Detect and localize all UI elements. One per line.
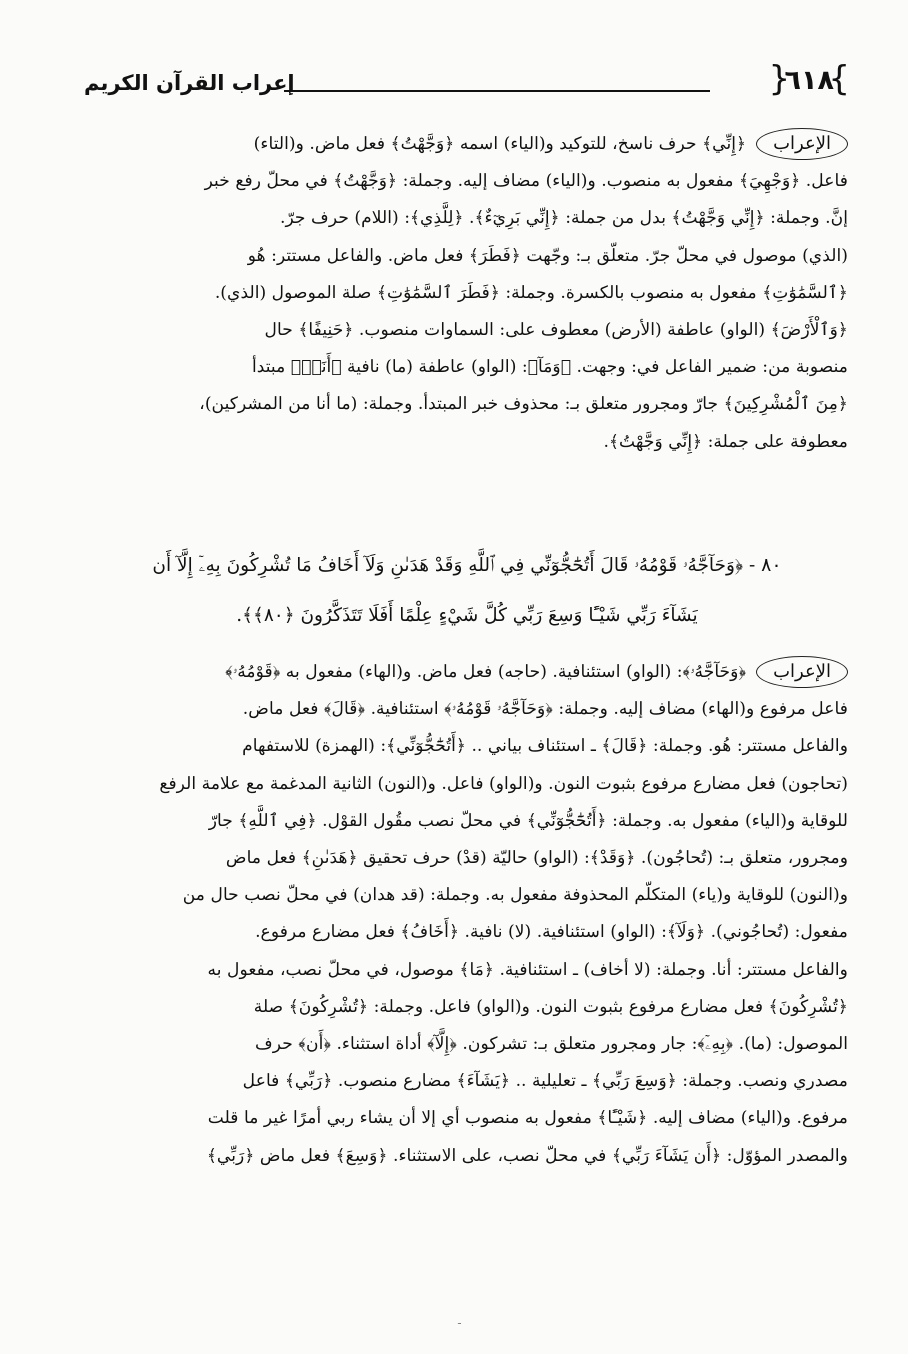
text-line: معطوفة على جملة: ﴿إِنِّي وَجَّهْتُ﴾. bbox=[603, 431, 848, 452]
verse-text: ﴿وَحَآجَّهُۥ قَوْمُهُۥ قَالَ أَتُحَٰٓجُّوٓنِّي فِي ٱللَّهِ وَقَدْ هَدَىٰنِ وَلَآ أَخَافُ مَا تُشْرِكُونَ بِهِۦٓ إِلَّآ أَن bbox=[152, 555, 744, 576]
text-line: منصوبة من: ضمير الفاعل في: وجهت. ﴿وَمَآ﴾: (الواو) عاطفة (ما) نافية ﴿أَنَا۠﴾ مبتدأ bbox=[251, 357, 848, 378]
text-line: ﴿وَحَآجَّهُۥ﴾: (الواو) استئنافية. (حاجه) فعل ماض. و(الهاء) مفعول به ﴿قَوْمُهُۥ﴾ bbox=[225, 662, 747, 682]
text-line: (تحاجون) فعل مضارع مرفوع بثبوت النون. و(الواو) فاعل. و(النون) الثانية المدغمة مع علامة الرفع bbox=[159, 773, 848, 794]
text-line: للوقاية و(الياء) مفعول به. وجملة: ﴿أَتُحَٰٓجُّوٓنِّي﴾ في محلّ نصب مقُول القوْل. ﴿فِي ٱللَّهِ﴾ جارّ bbox=[208, 810, 848, 831]
quran-verse bbox=[86, 540, 848, 641]
verse-line: يَشَآءَ رَبِّي شَيْـًٔا وَسِعَ رَبِّي كُلَّ شَيْءٍ عِلْمًا أَفَلَا تَتَذَكَّرُونَ ﴿٨٠﴾﴾. bbox=[236, 605, 698, 626]
text-line: ﴿وَٱلْأَرْضَ﴾ (الواو) عاطفة (الأرض) معطوف على: السماوات منصوب. ﴿حَنِيفًا﴾ حال bbox=[264, 320, 848, 341]
text-line: مصدري ونصب. وجملة: ﴿وَسِعَ رَبِّي﴾ ـ تعليلية .. ﴿يَشَآءَ﴾ مضارع منصوب. ﴿رَبِّي﴾ فاعل bbox=[242, 1071, 848, 1092]
text-line: (الذي) موصول في محلّ جرّ. متعلّق بـ: وجّهت ﴿فَطَرَ﴾ فعل ماض. والفاعل مستتر: هُو bbox=[247, 245, 848, 266]
verse-number: ٨٠ bbox=[761, 554, 782, 576]
text-line: ﴿ٱلسَّمَٰوَٰتِ﴾ مفعول به منصوب بالكسرة. وجملة: ﴿فَطَرَ ٱلسَّمَٰوَٰتِ﴾ صلة الموصول (الذي). bbox=[214, 282, 848, 303]
text-line: والفاعل مستتر: أنا. وجملة: (لا أخاف) ـ استئنافية. ﴿مَا﴾ موصول، في محلّ نصب، مفعول به bbox=[207, 959, 848, 980]
text-line: ﴿إِنِّي﴾ حرف ناسخ، للتوكيد و(الياء) اسمه ﴿وَجَّهْتُ﴾ فعل ماض. و(التاء) bbox=[253, 134, 747, 154]
text-line: الموصول: (ما). ﴿بِهِۦٓ﴾: جار ومجرور متعلق بـ: تشركون. ﴿إِلَّآ﴾ أداة استثناء. ﴿أَن﴾ حرف bbox=[254, 1034, 848, 1055]
book-title: إعراب القرآن الكريم bbox=[84, 71, 295, 95]
text-line: ﴿مِنَ ٱلْمُشْرِكِينَ﴾ جارّ ومجرور متعلق بـ: محذوف خبر المبتدأ. وجملة: (ما أنا من المشركين)، bbox=[199, 394, 848, 415]
page-header bbox=[84, 62, 850, 104]
verse-line: ٨٠ - ﴿وَحَآجَّهُۥ قَوْمُهُۥ قَالَ أَتُحَٰٓجُّوٓنِّي فِي ٱللَّهِ وَقَدْ هَدَىٰنِ وَلَآ أَخَافُ مَا تُشْرِكُونَ بِهِۦٓ إِلَّآ أَن bbox=[152, 554, 782, 576]
text-line: مفعول: (تُحاجُوني). ﴿وَلَآ﴾: (الواو) استئنافية. (لا) نافية. ﴿أَخَافُ﴾ فعل مضارع مرفوع. bbox=[255, 922, 848, 943]
text-line: والفاعل مستتر: هُو. وجملة: ﴿قَالَ﴾ ـ استئناف بياني .. ﴿أَتُحَٰٓجُّوٓنِّي﴾: (الهمزة) للاستفهام bbox=[242, 736, 848, 757]
text-line: و(النون) للوقاية و(ياء) المتكلّم المحذوفة مفعول به. وجملة: (قد هدان) في محلّ نصب حال من bbox=[182, 885, 848, 906]
text-line: مرفوع. و(الياء) مضاف إليه. ﴿شَيْـًٔا﴾ مفعول به منصوب أي إلا أن يشاء ربي أمرًا غير ما قلت bbox=[207, 1108, 848, 1129]
text-line: ﴿تُشْرِكُونَ﴾ فعل مضارع مرفوع بثبوت النون. و(الواو) فاعل. وجملة: ﴿تُشْرِكُونَ﴾ صلة bbox=[253, 996, 848, 1017]
bottom-mark: ـ bbox=[458, 1316, 461, 1327]
text-line: إنَّ. وجملة: ﴿إِنِّي وَجَّهْتُ﴾ بدل من جملة: ﴿إِنِّي بَرِيٓءٌ﴾. ﴿لِلَّذِي﴾: (اللام) حرف جرّ. bbox=[279, 208, 848, 229]
irab-label: الإعراب bbox=[756, 656, 848, 688]
irab-section-1 bbox=[86, 126, 848, 461]
text-line: فاعل مرفوع و(الهاء) مضاف إليه. وجملة: ﴿وَحَآجَّهُۥ قَوْمُهُۥ﴾ استئنافية. ﴿قَالَ﴾ فعل ماض. bbox=[242, 699, 848, 720]
irab-section-2 bbox=[86, 654, 848, 1175]
page-number: } ٦١٨ { bbox=[769, 62, 850, 100]
irab-label: الإعراب bbox=[756, 128, 848, 160]
text-line: فاعل. ﴿وَجْهِيَ﴾ مفعول به منصوب. و(الياء) مضاف إليه. وجملة: ﴿وَجَّهْتُ﴾ في محلّ رفع خبر bbox=[204, 171, 848, 192]
text-line: والمصدر المؤوّل: ﴿أَن يَشَآءَ رَبِّي﴾ في محلّ نصب، على الاستثناء. ﴿وَسِعَ﴾ فعل ماض ﴿رَبِّي﴾ bbox=[206, 1145, 848, 1166]
text-line: ومجرور، متعلق بـ: (تُحاجُون). ﴿وَقَدْ﴾: (الواو) حاليّة (قدْ) حرف تحقيق ﴿هَدَىٰنِ﴾ فعل ماض bbox=[225, 848, 848, 869]
header-rule bbox=[284, 90, 710, 92]
